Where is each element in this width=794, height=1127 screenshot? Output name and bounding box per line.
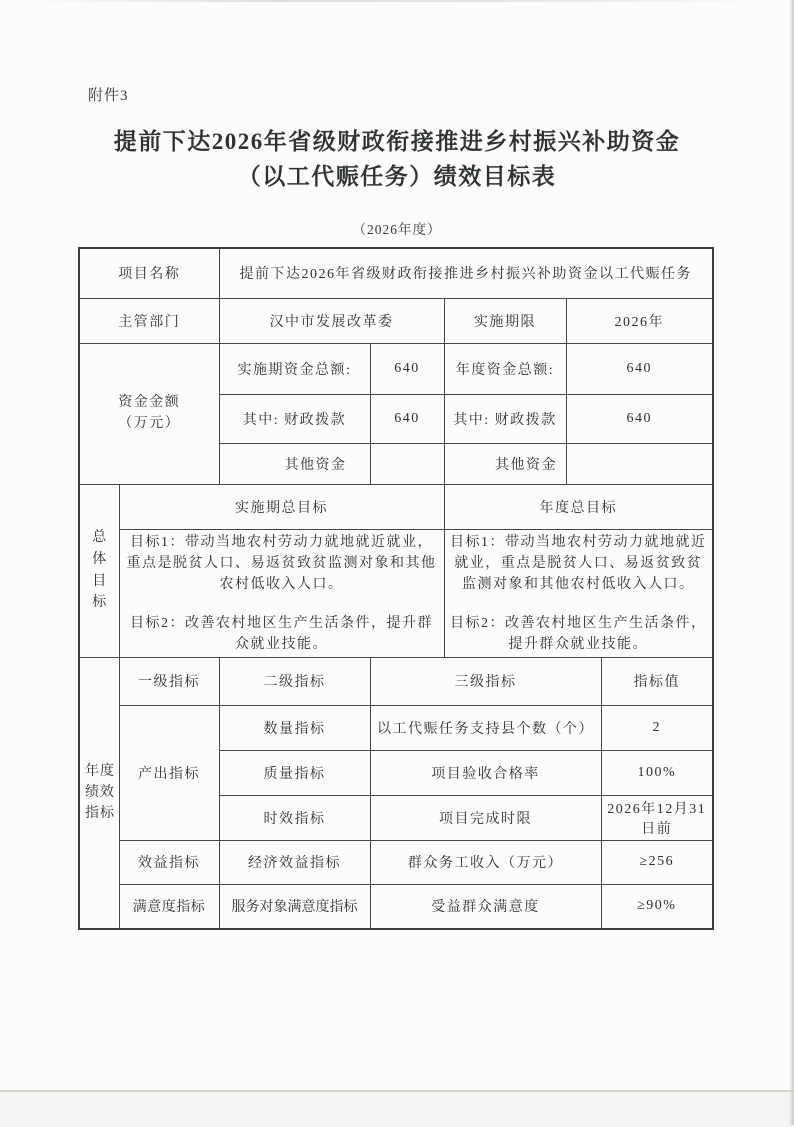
indicator-level2-quantity: 数量指标 xyxy=(219,705,370,750)
indicator-header-level2: 二级指标 xyxy=(219,657,370,705)
indicator-value-beneficiary-satisfaction: ≥90% xyxy=(601,884,713,929)
funds-impl-other-label: 其他资金 xyxy=(219,443,370,484)
funds-annual-total-label: 年度资金总额: xyxy=(444,343,566,394)
project-name-value: 提前下达2026年省级财政衔接推进乡村振兴补助资金以工代赈任务 xyxy=(219,248,713,298)
overall-goals-label: 总体目标 xyxy=(79,484,119,657)
annual-goal-2: 目标2：改善农村地区生产生活条件，提升群众就业技能。 xyxy=(450,615,707,652)
department-label: 主管部门 xyxy=(79,298,219,343)
indicator-value-completion-deadline: 2026年12月31日前 xyxy=(601,795,713,840)
indicator-value-acceptance-rate: 100% xyxy=(601,750,713,795)
funds-label xyxy=(79,343,219,484)
indicator-header-level1: 一级指标 xyxy=(119,657,219,705)
indicator-level3-acceptance-rate: 项目验收合格率 xyxy=(370,750,601,795)
funds-impl-other-value xyxy=(370,443,444,484)
funds-impl-fiscal-label: 其中: 财政拨款 xyxy=(219,394,370,443)
funds-annual-other-label: 其他资金 xyxy=(444,443,566,484)
annual-goals-header: 年度总目标 xyxy=(444,484,713,529)
indicator-level3-labor-income: 群众务工收入（万元） xyxy=(370,840,601,884)
impl-goals-header: 实施期总目标 xyxy=(119,484,444,529)
performance-target-table xyxy=(78,247,714,930)
funds-impl-fiscal-value: 640 xyxy=(370,394,444,443)
indicator-header-level3: 三级指标 xyxy=(370,657,601,705)
indicator-value-labor-income: ≥256 xyxy=(601,840,713,884)
indicator-level2-service-satisfaction: 服务对象满意度指标 xyxy=(219,884,370,929)
funds-annual-fiscal-label: 其中: 财政拨款 xyxy=(444,394,566,443)
impl-goal-1: 目标1：带动当地农村劳动力就地就近就业，重点是脱贫人口、易返贫致贫监测对象和其他农村低收入人口。 xyxy=(126,534,437,592)
indicator-level1-output: 产出指标 xyxy=(119,705,219,840)
indicator-level1-benefit: 效益指标 xyxy=(119,840,219,884)
indicator-level1-satisfaction: 满意度指标 xyxy=(119,884,219,929)
annual-goals-content xyxy=(444,529,713,657)
funds-annual-fiscal-value: 640 xyxy=(566,394,713,443)
doc-title xyxy=(0,124,794,194)
indicator-level3-county-count: 以工代赈任务支持县个数（个） xyxy=(370,705,601,750)
doc-subtitle: （2026年度） xyxy=(352,222,442,237)
doc-title-line1: 提前下达2026年省级财政衔接推进乡村振兴补助资金 xyxy=(113,129,681,154)
indicator-level3-beneficiary-satisfaction: 受益群众满意度 xyxy=(370,884,601,929)
indicator-value-county-count: 2 xyxy=(601,705,713,750)
impl-goal-2: 目标2：改善农村地区生产生活条件，提升群众就业技能。 xyxy=(130,615,433,652)
funds-label-line1: 资金金额 xyxy=(118,395,181,411)
period-value: 2026年 xyxy=(566,298,713,343)
period-label: 实施期限 xyxy=(444,298,566,343)
scan-right-edge-artifact xyxy=(789,0,794,1125)
indicator-level2-economic: 经济效益指标 xyxy=(219,840,370,884)
annual-indicators-label: 年度绩效指标 xyxy=(79,657,119,929)
indicator-level3-completion-deadline: 项目完成时限 xyxy=(370,795,601,840)
impl-goals-content xyxy=(119,529,444,657)
attachment-label: 附件3 xyxy=(88,88,129,104)
annual-goal-1: 目标1：带动当地农村劳动力就地就近就业，重点是脱贫人口、易返贫致贫监测对象和其他农村低收入人口。 xyxy=(450,534,707,592)
scan-top-edge-artifact xyxy=(0,0,794,2)
funds-impl-total-value: 640 xyxy=(370,343,444,394)
scan-bottom-edge-artifact xyxy=(0,1090,794,1127)
funds-label-line2: （万元） xyxy=(118,415,181,431)
funds-annual-other-value xyxy=(566,443,713,484)
project-name-label: 项目名称 xyxy=(79,248,219,298)
department-value: 汉中市发展改革委 xyxy=(219,298,444,343)
funds-annual-total-value: 640 xyxy=(566,343,713,394)
funds-impl-total-label: 实施期资金总额: xyxy=(219,343,370,394)
indicator-level2-quality: 质量指标 xyxy=(219,750,370,795)
indicator-level2-timeliness: 时效指标 xyxy=(219,795,370,840)
doc-title-line2: （以工代赈任务）绩效目标表 xyxy=(237,164,557,189)
indicator-header-value: 指标值 xyxy=(601,657,713,705)
